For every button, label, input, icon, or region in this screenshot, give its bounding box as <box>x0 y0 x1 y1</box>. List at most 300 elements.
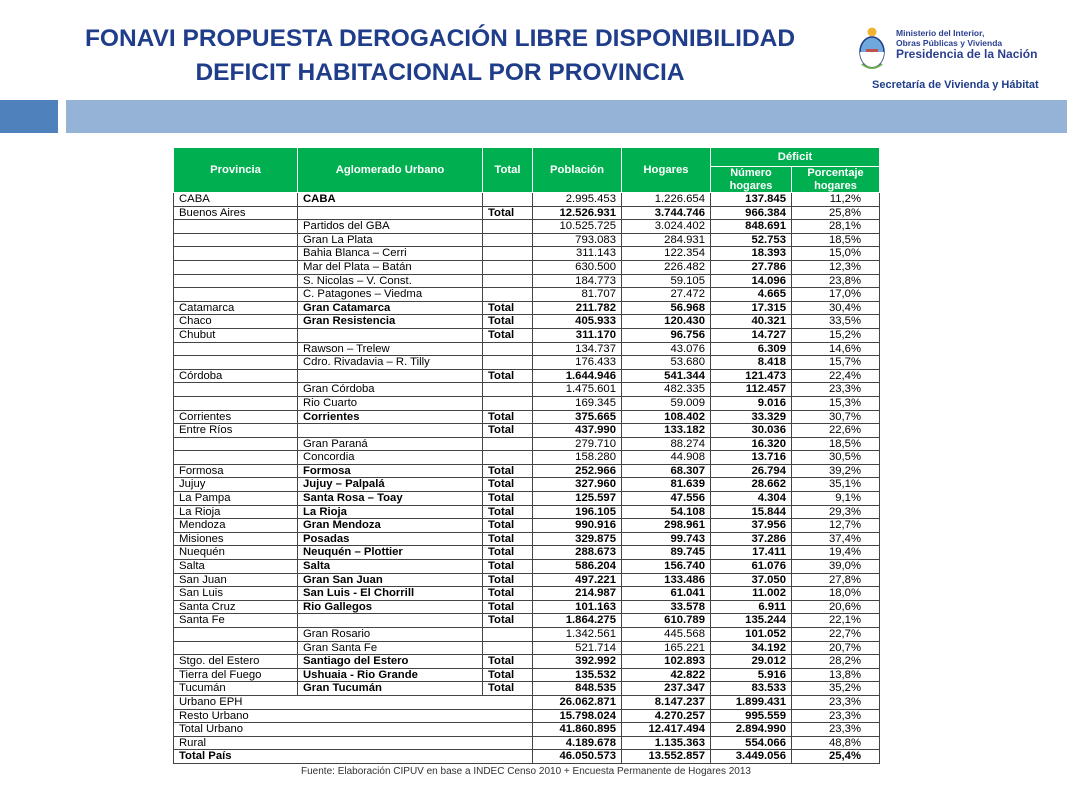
deficit-numero-cell: 28.662 <box>711 478 792 492</box>
header-poblacion: Población <box>533 148 622 193</box>
hogares-cell: 3.024.402 <box>622 220 711 234</box>
deficit-porcentaje-cell: 9,1% <box>792 492 880 506</box>
provincia-cell: San Luis <box>174 587 298 601</box>
summary-label-cell: Total País <box>174 750 533 764</box>
deficit-porcentaje-cell: 23,3% <box>792 695 880 709</box>
table-row <box>174 641 880 655</box>
deficit-numero-cell: 101.052 <box>711 628 792 642</box>
hogares-cell: 482.335 <box>622 383 711 397</box>
header-numero-hogares: Número hogares <box>711 167 792 193</box>
deficit-numero-cell: 13.716 <box>711 451 792 465</box>
deficit-numero-cell: 17.411 <box>711 546 792 560</box>
total-cell: Total <box>483 532 533 546</box>
hogares-cell: 4.270.257 <box>622 709 711 723</box>
table-row <box>174 492 880 506</box>
poblacion-cell: 793.083 <box>533 233 622 247</box>
hogares-cell: 165.221 <box>622 641 711 655</box>
header-provincia: Provincia <box>174 148 298 193</box>
aglomerado-cell: Gran Tucumán <box>298 682 483 696</box>
poblacion-cell: 2.995.453 <box>533 193 622 207</box>
provincia-cell <box>174 260 298 274</box>
provincia-cell <box>174 220 298 234</box>
deficit-porcentaje-cell: 20,7% <box>792 641 880 655</box>
provincia-cell <box>174 288 298 302</box>
aglomerado-cell: Gran Catamarca <box>298 301 483 315</box>
deficit-porcentaje-cell: 15,7% <box>792 356 880 370</box>
header-deficit: Déficit <box>711 148 880 167</box>
aglomerado-cell: San Luis - El Chorrill <box>298 587 483 601</box>
table-row <box>174 464 880 478</box>
poblacion-cell: 848.535 <box>533 682 622 696</box>
table-row <box>174 424 880 438</box>
aglomerado-cell: Gran San Juan <box>298 573 483 587</box>
poblacion-cell: 279.710 <box>533 437 622 451</box>
poblacion-cell: 437.990 <box>533 424 622 438</box>
hogares-cell: 12.417.494 <box>622 723 711 737</box>
aglomerado-cell <box>298 614 483 628</box>
deficit-table <box>173 147 880 764</box>
provincia-cell: Misiones <box>174 532 298 546</box>
table-row <box>174 478 880 492</box>
deficit-porcentaje-cell: 22,7% <box>792 628 880 642</box>
aglomerado-cell <box>298 206 483 220</box>
aglomerado-cell: Gran Córdoba <box>298 383 483 397</box>
provincia-cell: Chubut <box>174 328 298 342</box>
poblacion-cell: 41.860.895 <box>533 723 622 737</box>
deficit-numero-cell: 112.457 <box>711 383 792 397</box>
hogares-cell: 610.789 <box>622 614 711 628</box>
table-row <box>174 587 880 601</box>
header-aglomerado: Aglomerado Urbano <box>298 148 483 193</box>
table-row <box>174 369 880 383</box>
secretaria-label: Secretaría de Vivienda y Hábitat <box>872 79 1039 91</box>
provincia-cell: La Pampa <box>174 492 298 506</box>
ministry-name <box>896 28 1002 48</box>
provincia-cell: Nuequén <box>174 546 298 560</box>
poblacion-cell: 101.163 <box>533 600 622 614</box>
poblacion-cell: 497.221 <box>533 573 622 587</box>
aglomerado-cell: Santa Rosa – Toay <box>298 492 483 506</box>
hogares-cell: 1.135.363 <box>622 736 711 750</box>
deficit-porcentaje-cell: 28,1% <box>792 220 880 234</box>
ministry-line-2: Obras Públicas y Vivienda <box>896 38 1003 48</box>
provincia-cell <box>174 641 298 655</box>
table-row <box>174 668 880 682</box>
aglomerado-cell: Bahia Blanca – Cerri <box>298 247 483 261</box>
deficit-porcentaje-cell: 27,8% <box>792 573 880 587</box>
total-cell <box>483 437 533 451</box>
aglomerado-cell: Rio Gallegos <box>298 600 483 614</box>
aglomerado-cell: Concordia <box>298 451 483 465</box>
table-row <box>174 437 880 451</box>
table-row <box>174 560 880 574</box>
deficit-numero-cell: 848.691 <box>711 220 792 234</box>
deficit-numero-cell: 30.036 <box>711 424 792 438</box>
deficit-numero-cell: 17.315 <box>711 301 792 315</box>
hogares-cell: 445.568 <box>622 628 711 642</box>
ministry-line-1: Ministerio del Interior, <box>896 28 985 38</box>
total-cell <box>483 220 533 234</box>
table-row <box>174 451 880 465</box>
deficit-porcentaje-cell: 12,7% <box>792 519 880 533</box>
table-row <box>174 600 880 614</box>
aglomerado-cell: CABA <box>298 193 483 207</box>
deficit-numero-cell: 26.794 <box>711 464 792 478</box>
table-row <box>174 505 880 519</box>
deficit-porcentaje-cell: 19,4% <box>792 546 880 560</box>
total-cell <box>483 383 533 397</box>
poblacion-cell: 10.525.725 <box>533 220 622 234</box>
total-cell: Total <box>483 424 533 438</box>
provincia-cell <box>174 383 298 397</box>
poblacion-cell: 169.345 <box>533 396 622 410</box>
hogares-cell: 53.680 <box>622 356 711 370</box>
table-row <box>174 315 880 329</box>
total-cell: Total <box>483 301 533 315</box>
aglomerado-cell: Gran La Plata <box>298 233 483 247</box>
deficit-porcentaje-cell: 22,4% <box>792 369 880 383</box>
poblacion-cell: 311.170 <box>533 328 622 342</box>
poblacion-cell: 15.798.024 <box>533 709 622 723</box>
hogares-cell: 81.639 <box>622 478 711 492</box>
total-cell <box>483 356 533 370</box>
source-note: Fuente: Elaboración CIPUV en base a INDEC Censo 2010 + Encuesta Permanente de Hogares 2013 <box>301 766 751 777</box>
poblacion-cell: 288.673 <box>533 546 622 560</box>
aglomerado-cell: Gran Paraná <box>298 437 483 451</box>
summary-row <box>174 736 880 750</box>
hogares-cell: 133.486 <box>622 573 711 587</box>
deficit-porcentaje-cell: 15,0% <box>792 247 880 261</box>
aglomerado-cell: Rio Cuarto <box>298 396 483 410</box>
total-cell <box>483 193 533 207</box>
deficit-numero-cell: 6.911 <box>711 600 792 614</box>
title-line-1: FONAVI PROPUESTA DEROGACIÓN LIBRE DISPONIBILIDAD <box>84 25 796 52</box>
total-cell <box>483 288 533 302</box>
hogares-cell: 226.482 <box>622 260 711 274</box>
header-hogares: Hogares <box>622 148 711 193</box>
total-cell: Total <box>483 560 533 574</box>
poblacion-cell: 4.189.678 <box>533 736 622 750</box>
provincia-cell: Tierra del Fuego <box>174 668 298 682</box>
deficit-porcentaje-cell: 39,0% <box>792 560 880 574</box>
hogares-cell: 541.344 <box>622 369 711 383</box>
header-porcentaje-hogares: Porcentaje hogares <box>792 167 880 193</box>
aglomerado-cell: C. Patagones – Viedma <box>298 288 483 302</box>
table-row <box>174 410 880 424</box>
aglomerado-cell: Ushuaia - Rio Grande <box>298 668 483 682</box>
provincia-cell: Córdoba <box>174 369 298 383</box>
deficit-numero-cell: 37.286 <box>711 532 792 546</box>
hogares-cell: 298.961 <box>622 519 711 533</box>
hogares-cell: 59.009 <box>622 396 711 410</box>
hogares-cell: 68.307 <box>622 464 711 478</box>
poblacion-cell: 125.597 <box>533 492 622 506</box>
provincia-cell <box>174 396 298 410</box>
deficit-numero-cell: 8.418 <box>711 356 792 370</box>
poblacion-cell: 81.707 <box>533 288 622 302</box>
deficit-porcentaje-cell: 22,1% <box>792 614 880 628</box>
poblacion-cell: 134.737 <box>533 342 622 356</box>
hogares-cell: 122.354 <box>622 247 711 261</box>
deficit-numero-cell: 966.384 <box>711 206 792 220</box>
hogares-cell: 8.147.237 <box>622 695 711 709</box>
provincia-cell: Tucumán <box>174 682 298 696</box>
hogares-cell: 284.931 <box>622 233 711 247</box>
total-cell <box>483 628 533 642</box>
provincia-cell: Mendoza <box>174 519 298 533</box>
deficit-porcentaje-cell: 30,7% <box>792 410 880 424</box>
deficit-porcentaje-cell: 17,0% <box>792 288 880 302</box>
total-cell: Total <box>483 505 533 519</box>
summary-label-cell: Rural <box>174 736 533 750</box>
deficit-numero-cell: 135.244 <box>711 614 792 628</box>
summary-row <box>174 723 880 737</box>
provincia-cell: Formosa <box>174 464 298 478</box>
poblacion-cell: 630.500 <box>533 260 622 274</box>
provincia-cell: Stgo. del Estero <box>174 655 298 669</box>
poblacion-cell: 311.143 <box>533 247 622 261</box>
poblacion-cell: 12.526.931 <box>533 206 622 220</box>
deficit-numero-cell: 11.002 <box>711 587 792 601</box>
provincia-cell <box>174 342 298 356</box>
table-row <box>174 247 880 261</box>
deficit-porcentaje-cell: 35,1% <box>792 478 880 492</box>
provincia-cell <box>174 437 298 451</box>
deficit-numero-cell: 3.449.056 <box>711 750 792 764</box>
poblacion-cell: 46.050.573 <box>533 750 622 764</box>
coat-of-arms-icon <box>856 26 888 70</box>
hogares-cell: 61.041 <box>622 587 711 601</box>
aglomerado-cell: Neuquén – Plottier <box>298 546 483 560</box>
table-row <box>174 220 880 234</box>
hogares-cell: 13.552.857 <box>622 750 711 764</box>
table-row <box>174 532 880 546</box>
hogares-cell: 1.226.654 <box>622 193 711 207</box>
table-row <box>174 342 880 356</box>
title-line-2: DEFICIT HABITACIONAL POR PROVINCIA <box>195 59 685 86</box>
total-cell: Total <box>483 587 533 601</box>
deficit-porcentaje-cell: 15,3% <box>792 396 880 410</box>
aglomerado-cell: Gran Santa Fe <box>298 641 483 655</box>
poblacion-cell: 135.532 <box>533 668 622 682</box>
provincia-cell: Jujuy <box>174 478 298 492</box>
deficit-numero-cell: 554.066 <box>711 736 792 750</box>
aglomerado-cell: Rawson – Trelew <box>298 342 483 356</box>
total-cell <box>483 233 533 247</box>
total-cell: Total <box>483 655 533 669</box>
aglomerado-cell: Gran Rosario <box>298 628 483 642</box>
total-cell: Total <box>483 682 533 696</box>
poblacion-cell: 375.665 <box>533 410 622 424</box>
poblacion-cell: 586.204 <box>533 560 622 574</box>
deficit-numero-cell: 15.844 <box>711 505 792 519</box>
provincia-cell: Catamarca <box>174 301 298 315</box>
table-row <box>174 383 880 397</box>
hogares-cell: 43.076 <box>622 342 711 356</box>
provincia-cell: Corrientes <box>174 410 298 424</box>
deficit-porcentaje-cell: 18,0% <box>792 587 880 601</box>
hogares-cell: 27.472 <box>622 288 711 302</box>
total-cell: Total <box>483 519 533 533</box>
poblacion-cell: 1.475.601 <box>533 383 622 397</box>
total-cell <box>483 396 533 410</box>
hogares-cell: 3.744.746 <box>622 206 711 220</box>
deficit-numero-cell: 61.076 <box>711 560 792 574</box>
provincia-cell: San Juan <box>174 573 298 587</box>
poblacion-cell: 392.992 <box>533 655 622 669</box>
total-cell: Total <box>483 614 533 628</box>
total-cell: Total <box>483 328 533 342</box>
hogares-cell: 102.893 <box>622 655 711 669</box>
table-row <box>174 288 880 302</box>
deficit-porcentaje-cell: 18,5% <box>792 233 880 247</box>
hogares-cell: 108.402 <box>622 410 711 424</box>
deficit-porcentaje-cell: 28,2% <box>792 655 880 669</box>
aglomerado-cell: Salta <box>298 560 483 574</box>
deficit-numero-cell: 16.320 <box>711 437 792 451</box>
deficit-numero-cell: 6.309 <box>711 342 792 356</box>
table-row <box>174 546 880 560</box>
provincia-cell: Santa Fe <box>174 614 298 628</box>
deficit-numero-cell: 121.473 <box>711 369 792 383</box>
poblacion-cell: 1.342.561 <box>533 628 622 642</box>
hogares-cell: 47.556 <box>622 492 711 506</box>
table-row <box>174 614 880 628</box>
header-total: Total <box>483 148 533 193</box>
aglomerado-cell: Corrientes <box>298 410 483 424</box>
provincia-cell: Santa Cruz <box>174 600 298 614</box>
poblacion-cell: 26.062.871 <box>533 695 622 709</box>
provincia-cell <box>174 356 298 370</box>
total-cell <box>483 247 533 261</box>
aglomerado-cell: Formosa <box>298 464 483 478</box>
poblacion-cell: 211.782 <box>533 301 622 315</box>
deficit-numero-cell: 4.665 <box>711 288 792 302</box>
provincia-cell: Chaco <box>174 315 298 329</box>
deficit-numero-cell: 14.727 <box>711 328 792 342</box>
summary-row <box>174 709 880 723</box>
deficit-numero-cell: 37.050 <box>711 573 792 587</box>
hogares-cell: 56.968 <box>622 301 711 315</box>
deficit-numero-cell: 137.845 <box>711 193 792 207</box>
deficit-numero-cell: 4.304 <box>711 492 792 506</box>
deficit-numero-cell: 995.559 <box>711 709 792 723</box>
provincia-cell <box>174 451 298 465</box>
table-row <box>174 396 880 410</box>
table-row <box>174 356 880 370</box>
deficit-porcentaje-cell: 15,2% <box>792 328 880 342</box>
deficit-porcentaje-cell: 23,3% <box>792 723 880 737</box>
deficit-porcentaje-cell: 23,3% <box>792 709 880 723</box>
deficit-porcentaje-cell: 11,2% <box>792 193 880 207</box>
hogares-cell: 133.182 <box>622 424 711 438</box>
deficit-porcentaje-cell: 23,3% <box>792 383 880 397</box>
aglomerado-cell: Mar del Plata – Batán <box>298 260 483 274</box>
aglomerado-cell <box>298 369 483 383</box>
provincia-cell: Salta <box>174 560 298 574</box>
table-row <box>174 628 880 642</box>
deficit-porcentaje-cell: 30,5% <box>792 451 880 465</box>
deficit-porcentaje-cell: 13,8% <box>792 668 880 682</box>
table-row <box>174 655 880 669</box>
hogares-cell: 96.756 <box>622 328 711 342</box>
total-cell: Total <box>483 573 533 587</box>
deficit-porcentaje-cell: 23,8% <box>792 274 880 288</box>
table-row <box>174 573 880 587</box>
deficit-porcentaje-cell: 14,6% <box>792 342 880 356</box>
summary-label-cell: Resto Urbano <box>174 709 533 723</box>
deficit-numero-cell: 37.956 <box>711 519 792 533</box>
total-cell: Total <box>483 464 533 478</box>
presidencia-label: Presidencia de la Nación <box>896 47 1038 61</box>
aglomerado-cell: Jujuy – Palpalá <box>298 478 483 492</box>
hogares-cell: 33.578 <box>622 600 711 614</box>
poblacion-cell: 214.987 <box>533 587 622 601</box>
total-cell: Total <box>483 206 533 220</box>
deficit-porcentaje-cell: 30,4% <box>792 301 880 315</box>
poblacion-cell: 521.714 <box>533 641 622 655</box>
total-cell: Total <box>483 369 533 383</box>
aglomerado-cell: Partidos del GBA <box>298 220 483 234</box>
hogares-cell: 88.274 <box>622 437 711 451</box>
deficit-numero-cell: 27.786 <box>711 260 792 274</box>
deficit-numero-cell: 5.916 <box>711 668 792 682</box>
poblacion-cell: 176.433 <box>533 356 622 370</box>
hogares-cell: 237.347 <box>622 682 711 696</box>
provincia-cell <box>174 247 298 261</box>
table-body <box>174 193 880 764</box>
provincia-cell <box>174 628 298 642</box>
deficit-porcentaje-cell: 35,2% <box>792 682 880 696</box>
table-row <box>174 260 880 274</box>
total-cell: Total <box>483 668 533 682</box>
poblacion-cell: 1.644.946 <box>533 369 622 383</box>
deficit-numero-cell: 34.192 <box>711 641 792 655</box>
provincia-cell: Buenos Aires <box>174 206 298 220</box>
poblacion-cell: 327.960 <box>533 478 622 492</box>
total-cell <box>483 342 533 356</box>
provincia-cell: Entre Ríos <box>174 424 298 438</box>
deficit-porcentaje-cell: 48,8% <box>792 736 880 750</box>
deficit-porcentaje-cell: 12,3% <box>792 260 880 274</box>
deficit-porcentaje-cell: 20,6% <box>792 600 880 614</box>
accent-bar-left <box>0 100 58 133</box>
deficit-porcentaje-cell: 33,5% <box>792 315 880 329</box>
total-cell: Total <box>483 478 533 492</box>
deficit-porcentaje-cell: 29,3% <box>792 505 880 519</box>
total-cell <box>483 641 533 655</box>
summary-row <box>174 750 880 764</box>
page-title <box>60 22 820 90</box>
aglomerado-cell <box>298 328 483 342</box>
aglomerado-cell: Gran Mendoza <box>298 519 483 533</box>
aglomerado-cell <box>298 424 483 438</box>
provincia-cell <box>174 274 298 288</box>
poblacion-cell: 990.916 <box>533 519 622 533</box>
deficit-numero-cell: 40.321 <box>711 315 792 329</box>
deficit-porcentaje-cell: 18,5% <box>792 437 880 451</box>
aglomerado-cell: Gran Resistencia <box>298 315 483 329</box>
deficit-numero-cell: 9.016 <box>711 396 792 410</box>
deficit-numero-cell: 83.533 <box>711 682 792 696</box>
aglomerado-cell: Cdro. Rivadavia – R. Tilly <box>298 356 483 370</box>
poblacion-cell: 184.773 <box>533 274 622 288</box>
total-cell: Total <box>483 315 533 329</box>
table-row <box>174 682 880 696</box>
poblacion-cell: 252.966 <box>533 464 622 478</box>
provincia-cell: CABA <box>174 193 298 207</box>
deficit-porcentaje-cell: 39,2% <box>792 464 880 478</box>
